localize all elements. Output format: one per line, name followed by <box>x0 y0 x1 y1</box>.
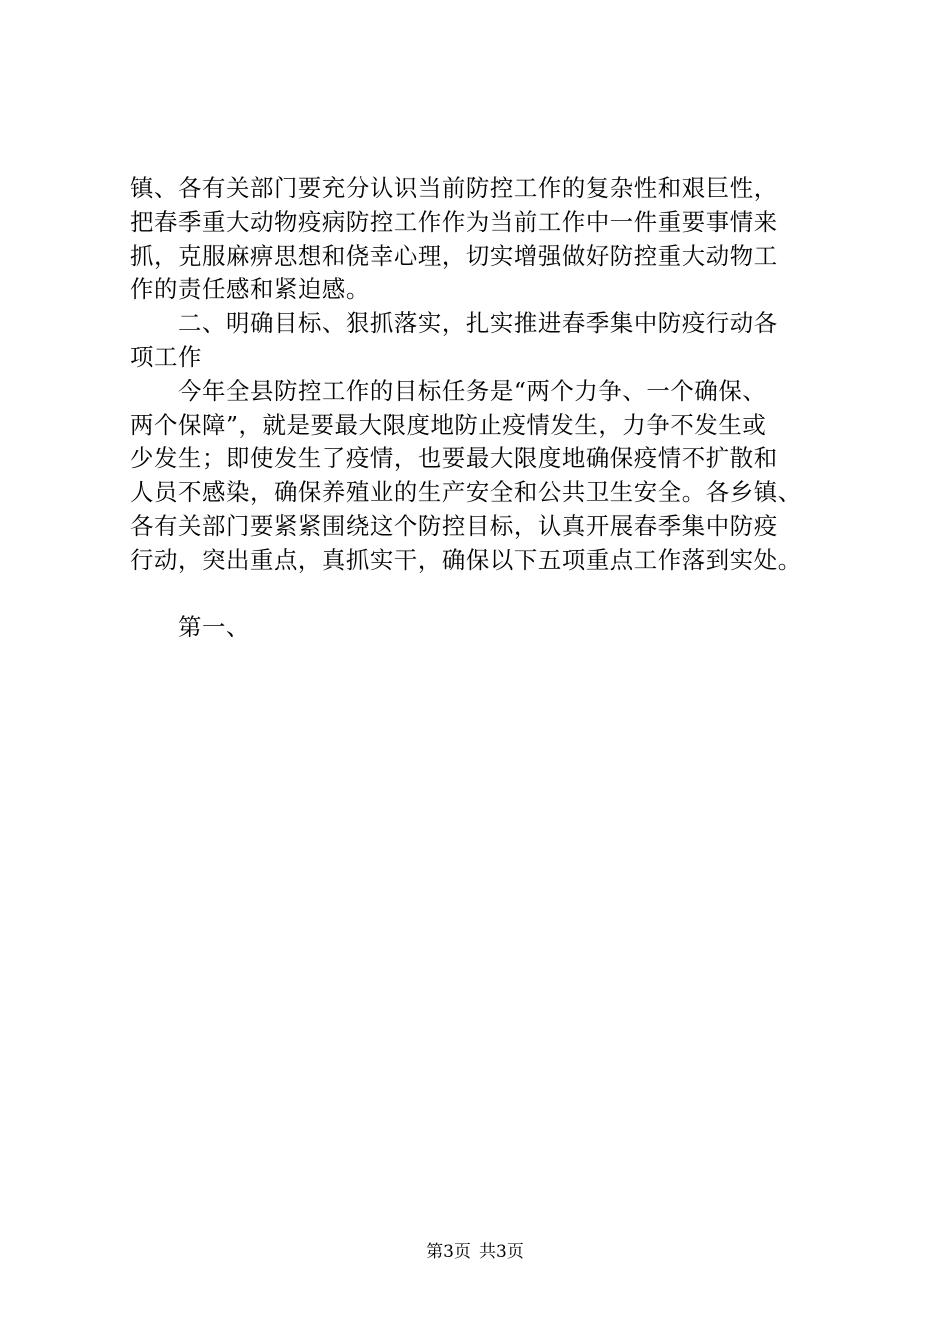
page-number: 第3页 <box>426 1242 471 1262</box>
text-line: 第一、 <box>178 613 250 642</box>
document-body <box>130 172 850 645</box>
text-line: 两个保障”，就是要最大限度地防止疫情发生，力争不发生或 <box>130 410 767 439</box>
text-line: 人员不感染，确保养殖业的生产安全和公共卫生安全。各乡镇、 <box>130 478 802 507</box>
text-line: 行动，突出重点，真抓实干，确保以下五项重点工作落到实处。 <box>130 545 802 574</box>
section-heading-line: 二、明确目标、狠抓落实，扎实推进春季集中防疫行动各 <box>178 309 778 338</box>
text-line: 镇、各有关部门要充分认识当前防控工作的复杂性和艰巨性， <box>130 174 778 202</box>
page-total: 共3页 <box>479 1242 524 1262</box>
text-line: 把春季重大动物疫病防控工作作为当前工作中一件重要事情来 <box>130 207 778 236</box>
text-line: 作的责任感和紧迫感。 <box>130 275 370 304</box>
text-line: 抓，克服麻痹思想和侥幸心理，切实增强做好防控重大动物工 <box>130 241 778 270</box>
section-heading-line: 项工作 <box>130 342 202 371</box>
text-line: 各有关部门要紧紧围绕这个防控目标，认真开展春季集中防疫 <box>130 511 778 540</box>
text-line: 今年全县防控工作的目标任务是“两个力争、一个确保、 <box>178 376 767 405</box>
text-line: 少发生；即使发生了疫情，也要最大限度地确保疫情不扩散和 <box>130 444 778 473</box>
paragraph-gap <box>130 578 850 612</box>
page-footer <box>0 1241 950 1263</box>
